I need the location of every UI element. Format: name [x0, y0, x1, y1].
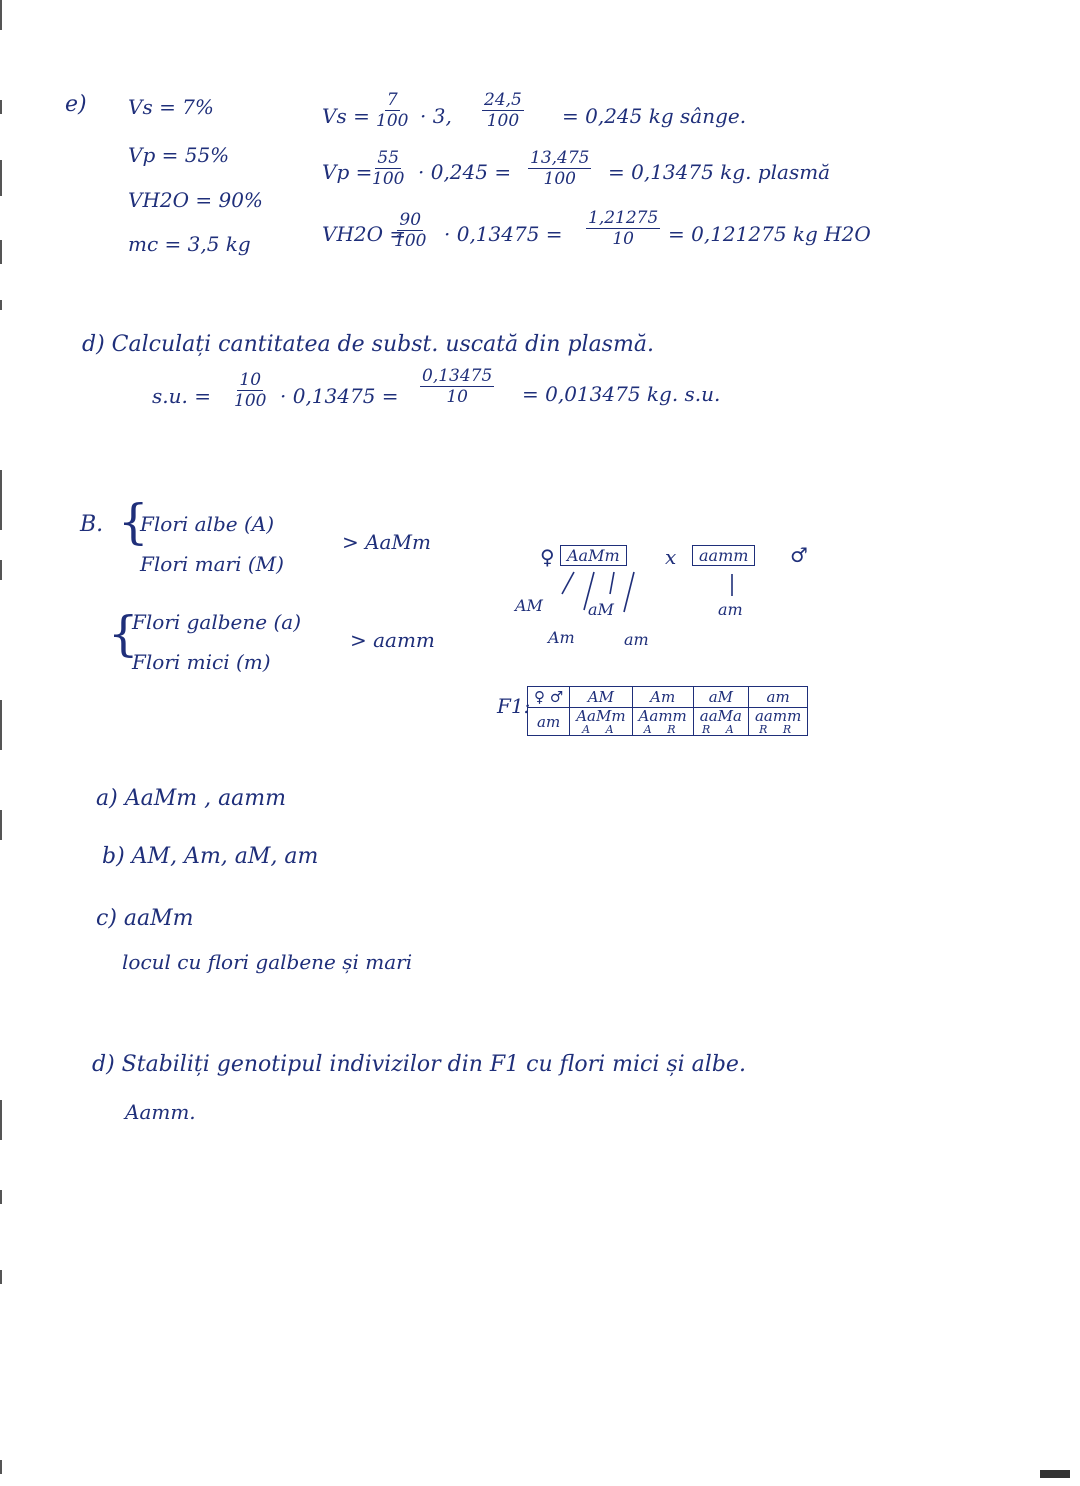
eq3-result-fraction: $\frac{1,21275}{10}$ — [588, 208, 659, 249]
offspring-cell: AaMm A A — [570, 708, 632, 736]
given-vs: Vs = 7% — [128, 95, 214, 119]
gamete-male: am — [718, 600, 743, 619]
eq3-fraction: $\frac{90}{100}$ — [394, 210, 427, 251]
scan-corner-mark — [1040, 1470, 1070, 1478]
eq3-lhs: VH2O = — [322, 222, 407, 246]
offspring-cell: aamm R R — [748, 708, 807, 736]
parent-female-genotype: AaMm — [560, 545, 627, 566]
section-label-e: e) — [65, 92, 87, 117]
eq2-lhs: Vp = — [322, 160, 373, 184]
given-mc: mc = 3,5 kg — [128, 232, 251, 256]
eq1-rest: = 0,245 kg sânge. — [562, 104, 747, 128]
header-cell: ♀ ♂ — [528, 687, 570, 708]
answer-a: a) AaMm , aamm — [96, 786, 287, 811]
answer-c: c) aaMm — [96, 906, 194, 931]
question-d-plasma: d) Calculați cantitatea de subst. uscată din plasmă. — [82, 332, 654, 357]
group1-white: Flori albe (A) — [140, 512, 274, 536]
header-cell: AM — [570, 687, 632, 708]
eq2-fraction: $\frac{55}{100}$ — [372, 148, 405, 189]
male-symbol: ♂ — [790, 543, 808, 567]
cross-sign: x — [665, 545, 677, 569]
eq1-result-fraction: $\frac{24,5}{100}$ — [484, 90, 522, 131]
header-cell: Am — [632, 687, 693, 708]
f1-label: F1: — [497, 694, 531, 718]
eq1-fraction: $\frac{7}{100}$ — [376, 90, 409, 131]
gamete-f-2: aM — [588, 600, 614, 619]
group2-yellow: Flori galbene (a) — [132, 610, 301, 634]
offspring-cell: aaMa R A — [693, 708, 748, 736]
su-lhs: s.u. = — [152, 384, 211, 408]
eq1-mid: · 3, — [420, 104, 452, 128]
group2-small: Flori mici (m) — [132, 650, 271, 674]
answer-c-detail: locul cu flori galbene și mari — [122, 950, 413, 974]
given-vp: Vp = 55% — [128, 143, 230, 167]
header-cell: aM — [693, 687, 748, 708]
eq3-rest: = 0,121275 kg H2O — [668, 222, 871, 246]
given-vh2o: VH2O = 90% — [128, 188, 263, 212]
f1-punnett-table — [527, 686, 808, 736]
eq2-mid: · 0,245 = — [418, 160, 512, 184]
su-rest: = 0,013475 kg. s.u. — [522, 382, 721, 406]
offspring-cell: Aamm A R — [632, 708, 693, 736]
eq2-result-fraction: $\frac{13,475}{100}$ — [530, 148, 590, 189]
gamete-f-1: AM — [515, 596, 543, 615]
brace-group1: { — [118, 494, 149, 550]
table-row — [528, 708, 808, 736]
answer-b: b) AM, Am, aM, am — [102, 844, 319, 869]
row-label-cell: am — [528, 708, 570, 736]
group1-result: > AaMm — [342, 530, 431, 554]
eq2-rest: = 0,13475 kg. plasmă — [608, 160, 831, 184]
gamete-f-3: Am — [548, 628, 575, 647]
group2-result: > aamm — [350, 628, 435, 652]
header-cell: am — [748, 687, 807, 708]
answer-d: Aamm. — [125, 1100, 196, 1124]
table-row — [528, 687, 808, 708]
section-label-b: B. — [80, 512, 104, 537]
female-symbol: ♀ — [540, 545, 555, 569]
answer-d-question: d) Stabiliți genotipul indivizilor din F1 cu flori mici și albe. — [92, 1052, 746, 1077]
eq1-lhs: Vs = — [322, 104, 370, 128]
su-mid: · 0,13475 = — [280, 384, 399, 408]
gamete-f-4: am — [624, 630, 649, 649]
su-fraction: $\frac{10}{100}$ — [234, 370, 267, 411]
su-result-fraction: $\frac{0,13475}{10}$ — [422, 366, 493, 407]
eq3-mid: · 0,13475 = — [444, 222, 563, 246]
parent-male-genotype: aamm — [692, 545, 755, 566]
brace-group2: { — [108, 606, 139, 662]
group1-large: Flori mari (M) — [140, 552, 284, 576]
